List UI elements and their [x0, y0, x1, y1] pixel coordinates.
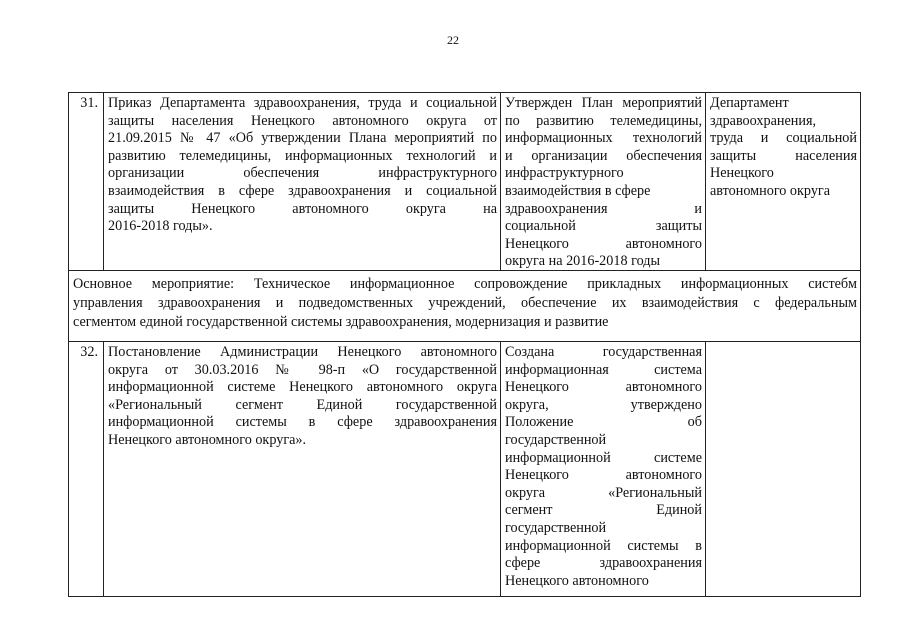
main-activity: [68, 270, 861, 342]
text-line: Ненецкого: [710, 165, 774, 182]
text-line: сегментом единой государственной системы здравоохранения, модернизация и развитие: [73, 313, 609, 330]
text-line: Приказ Департамента здравоохранения, труда и социальной: [108, 95, 497, 111]
text-line: Положение об: [505, 414, 702, 431]
text-line: Ненецкого автономного: [505, 572, 649, 589]
row-32-responsible: [705, 341, 861, 597]
text-line: автономного округа: [710, 182, 831, 199]
text-line: взаимодействия в сфере: [505, 182, 651, 199]
text-line: инфраструктурного: [505, 165, 624, 182]
text-line: организации обеспечения инфраструктурного: [108, 165, 497, 182]
row-32-document: [103, 341, 501, 597]
row-31-responsible: [705, 92, 861, 271]
text-line: по развитию телемедицины,: [505, 112, 702, 129]
text-line: социальной защиты: [505, 218, 702, 235]
row-31-result: [500, 92, 706, 271]
text-line: Основное мероприятие: Техническое информационное сопровождение прикладных информационных систебм: [73, 276, 857, 292]
text-line: информационная система: [505, 361, 702, 378]
text-line: защиты населения Ненецкого автономного округа от: [108, 112, 497, 129]
row-32-result: [500, 341, 706, 597]
text-line: округа, утверждено: [505, 396, 702, 413]
text-line: информационной системы в сфере здравоохранения: [108, 414, 497, 431]
text-line: Ненецкого автономного: [505, 379, 702, 396]
text-line: Ненецкого автономного округа».: [108, 431, 307, 448]
text-line: государственной: [505, 519, 607, 536]
row-31-document: [103, 92, 501, 271]
text-line: 2016-2018 годы».: [108, 218, 213, 235]
text-line: информационной системы в: [505, 537, 702, 554]
text-line: государственной: [505, 431, 607, 448]
text-line: 21.09.2015 № 47 «Об утверждении Плана мероприятий по: [108, 130, 497, 147]
text-line: развитию телемедицины, информационных технологий и: [108, 147, 497, 164]
text-line: округа на 2016-2018 годы: [505, 253, 661, 270]
text-line: Ненецкого автономного: [505, 235, 702, 252]
text-line: защиты Ненецкого автономного округа на: [108, 200, 497, 217]
text-line: здравоохранения и: [505, 200, 702, 217]
text-line: сегмент Единой: [505, 502, 702, 519]
text-line: Ненецкого автономного: [505, 467, 702, 484]
text-line: Создана государственная: [505, 344, 702, 360]
text-line: информационных технологий: [505, 130, 702, 147]
row-31-number: 31.: [68, 92, 104, 271]
page-number: 22: [447, 33, 459, 47]
text-line: Утвержден План мероприятий: [505, 95, 702, 111]
text-line: Департамент: [710, 95, 789, 111]
text-line: здравоохранения,: [710, 112, 817, 129]
text-line: и организации обеспечения: [505, 147, 702, 164]
row-32-number: 32.: [68, 341, 104, 597]
text-line: округа «Региональный: [505, 484, 702, 501]
text-line: «Региональный сегмент Единой государственной: [108, 396, 497, 413]
text-line: информационной системе Ненецкого автономного округа: [108, 379, 497, 396]
text-line: округа от 30.03.2016 № 98-п «О государственной: [108, 361, 497, 378]
text-line: защиты населения: [710, 147, 857, 164]
text-line: информационной системе: [505, 449, 702, 466]
text-line: взаимодействия в сфере здравоохранения и социальной: [108, 182, 497, 199]
text-line: управления здравоохранения и подведомственных учреждений, обеспечение их взаимодействия с федеральным: [73, 294, 857, 311]
text-line: Постановление Администрации Ненецкого автономного: [108, 344, 497, 360]
text-line: сфере здравоохранения: [505, 555, 702, 572]
text-line: труда и социальной: [710, 130, 857, 147]
